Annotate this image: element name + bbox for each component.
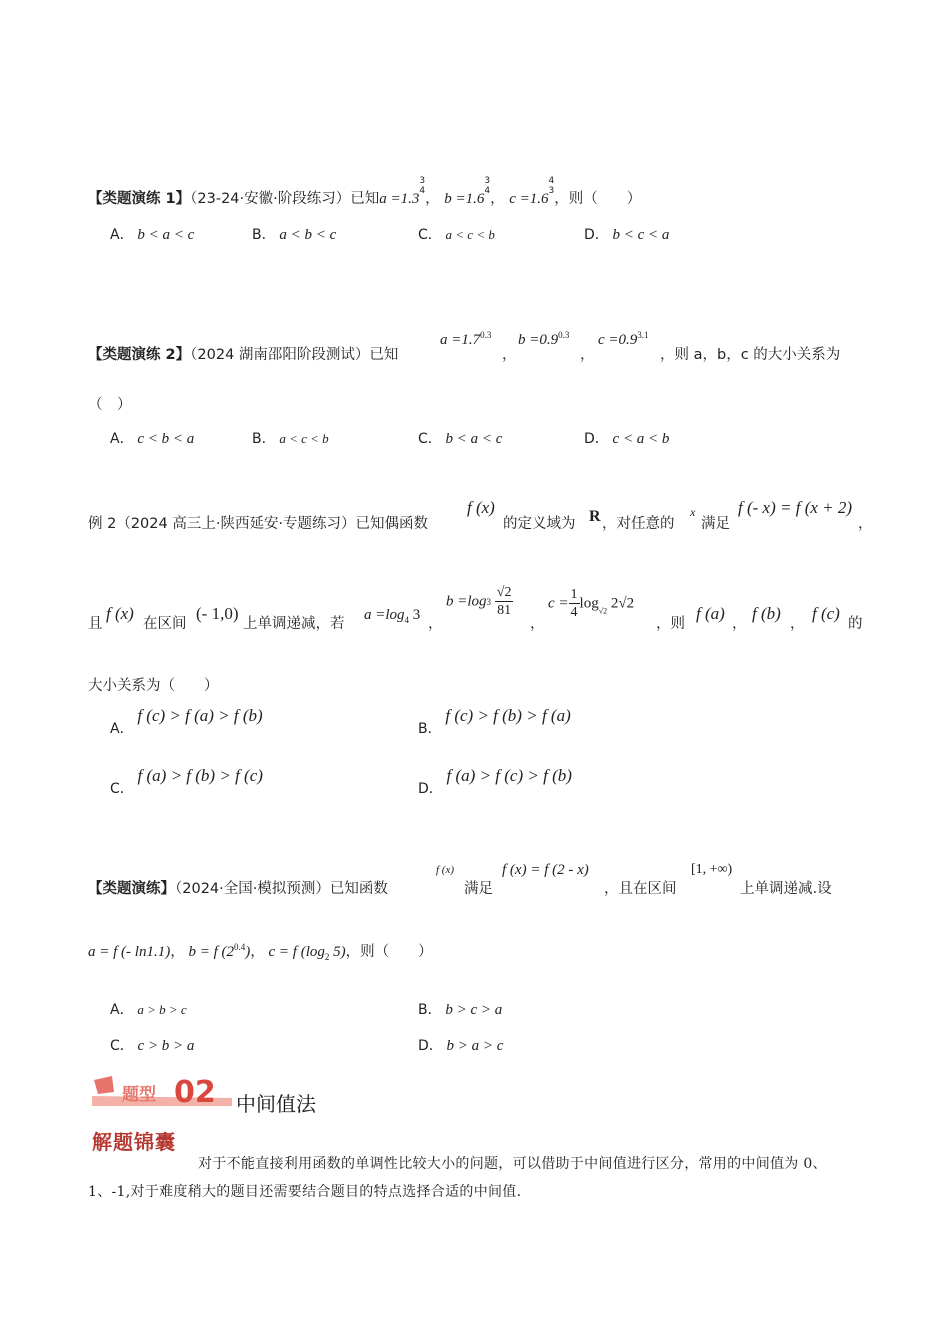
tips-paragraph: 对于不能直接利用函数的单调性比较大小的问题，可以借助于中间值进行区分，常用的中间值为 0、1、-1,对于难度稍大的题目还需要结合题目的特点选择合适的中间值. [88,1156,827,1200]
example-2-lead: 例 2（2024 高三上·陕西延安·专题练习）已知偶函数 [88,516,429,532]
ex2-b-def: b =log3 $\frac{√2}{81}$ [446,585,512,618]
p1-option-a[interactable]: A． b < a < c [110,227,195,243]
p1-option-c[interactable]: C． a < c < b [418,227,495,243]
p2-option-b[interactable]: B． a < c < b [252,431,329,447]
badge-label: 题型 [122,1085,156,1105]
p1-a-value: a =1.3 [379,191,420,207]
ex2-interval: (- 1,0) [196,604,239,623]
ex2-c-def: c = $\frac{1}{4}$ $\log_{√2} 2√2$ [548,587,635,620]
tips-label: 解题锦囊 [92,1130,176,1154]
ex2-a-def: $a =\log_4$ 3 [364,607,421,625]
ex2-option-c[interactable]: C． f (a) > f (b) > f (c) [110,766,263,797]
practice-1-tag: 【类题演练 1】 [88,191,191,207]
ex2-option-a[interactable]: A． f (c) > f (a) > f (b) [110,706,263,737]
p1-option-b[interactable]: B． a < b < c [252,227,337,243]
p1-a-exponent: 3 4 [419,176,426,196]
p3-option-a[interactable]: A． a > b > c [110,1002,187,1018]
p2-option-a[interactable]: A． c < b < a [110,431,195,447]
p1-option-d[interactable]: D． b < c < a [584,227,670,243]
p1-c-exponent: 4 3 [548,176,555,196]
practice-2-question: 【类题演练 2】（2024 湖南邵阳阶段测试）已知 [88,347,399,363]
section-title: 中间值法 [236,1092,316,1116]
p2-b-value: $b =0.9^{0.3}$ [518,330,570,348]
ex2-fx: f (x) [467,498,495,517]
ex2-equation: f (- x) = f (x + 2) [738,498,853,517]
ex2-option-b[interactable]: B． f (c) > f (b) > f (a) [418,706,571,737]
practice-1-source: （23-24·安徽·阶段练习）已知 [190,191,380,207]
p3-interval: [1, +∞) [691,862,733,877]
ex2-option-d[interactable]: D． f (a) > f (c) > f (b) [418,766,572,797]
p3-option-d[interactable]: D． b > a > c [418,1038,504,1054]
p1-b-value: b =1.6 [444,191,485,207]
p3-equation: f (x) = f (2 - x) [502,862,589,878]
section-type-badge [92,1070,232,1108]
p3-option-b[interactable]: B． b > c > a [418,1002,503,1018]
practice-1-question: 【类题演练 1】（23-24·安徽·阶段练习）已知a =1.3 3 4 ， b =1.6 3 4 ， c =1.6 4 3 ，则（ ） [88,176,642,207]
ex2-real-set: R [589,508,601,525]
p3-abc-defs: a = f (- ln1.1)， b = f $(2^{0.4})$， c = f ($\log_2$ 5)，则（ ） [88,942,433,962]
p3-option-c[interactable]: C． c > b > a [110,1038,195,1054]
p2-option-d[interactable]: D． c < a < b [584,431,670,447]
p2-c-value: $c =0.9^{3.1}$ [598,330,649,348]
practice-2-tag: 【类题演练 2】 [88,347,191,363]
practice-3-question: 【类题演练】（2024·全国·模拟预测）已知函数 [88,881,388,897]
p1-c-value: c =1.6 [509,191,549,207]
p1-b-exponent: 3 4 [484,176,491,196]
p2-option-c[interactable]: C． b < a < c [418,431,503,447]
badge-number: 02 [174,1075,216,1108]
p2-a-value: $a =1.7^{0.3}$ [440,330,492,348]
